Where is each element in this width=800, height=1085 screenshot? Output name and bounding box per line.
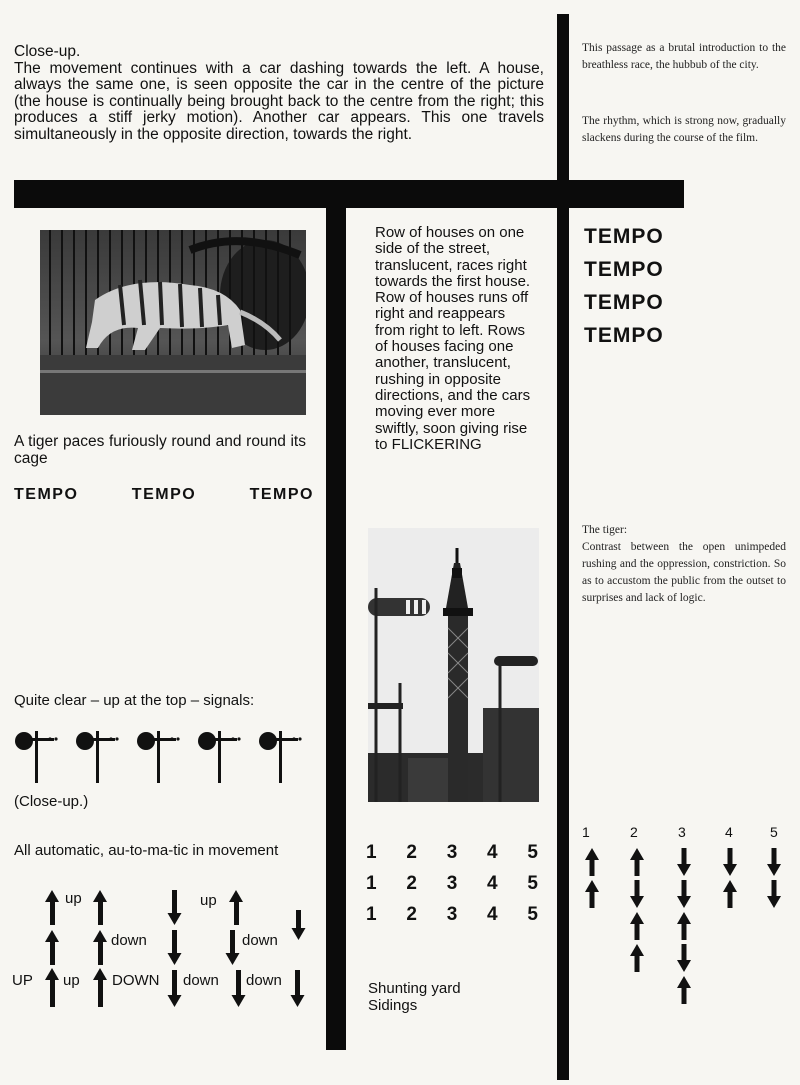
arrow-up-icon: [585, 848, 599, 876]
arrow-up-icon: [630, 944, 644, 972]
label-down: down: [111, 932, 147, 949]
number: 1: [366, 842, 377, 863]
column-number: 1: [582, 824, 590, 840]
tempo-word: TEMPO: [14, 486, 79, 503]
number: 5: [527, 873, 538, 894]
label-up: up: [63, 972, 80, 989]
signal-icon: [15, 731, 58, 783]
note-introduction: This passage as a brutal introduction to the breathless race, the hubbub of the city.: [582, 42, 786, 71]
arrow-up-icon: [45, 890, 59, 925]
label-up: up: [65, 890, 82, 907]
arrow-up-icon: [93, 968, 107, 1007]
tempo-word: TEMPO: [584, 258, 664, 281]
intro-heading: Close-up.: [14, 43, 81, 60]
arrow-down-icon: [723, 848, 737, 876]
tiger-in-cage-image: [40, 230, 306, 415]
arrow-column-glyphs: [578, 824, 788, 1044]
arrow-down-icon: [168, 930, 182, 965]
shunting-yard-photo: [368, 528, 539, 802]
number-grid: [366, 842, 538, 926]
arrow-down-icon: [630, 880, 644, 908]
automatic-caption: All automatic, au-to-ma-tic in movement: [14, 842, 279, 859]
number: 1: [366, 904, 377, 925]
arrow-down-icon: [677, 944, 691, 972]
tempo-word: TEMPO: [584, 291, 664, 314]
tiger-note: [582, 522, 786, 607]
tiger-photo: [40, 230, 306, 415]
arrow-down-icon: [677, 848, 691, 876]
arrow-up-icon: [677, 912, 691, 940]
number-row: [366, 842, 538, 864]
number: 3: [446, 904, 458, 925]
arrow-up-icon: [229, 890, 243, 925]
right-vertical-rule: [557, 180, 569, 1080]
tempo-word: TEMPO: [584, 225, 664, 248]
label-up: up: [200, 892, 217, 909]
houses-description: Row of houses on one side of the street, translucent, races right towards the first house. Row of houses runs off right and reappears from right to left. Rows of houses facing one another, translucent, rushing in opposite directions, and the cars moving ever more swiftly, soon giving rise to FLICKERING: [375, 224, 531, 453]
number: 2: [406, 842, 417, 863]
number: 2: [406, 873, 417, 894]
arrow-up-icon: [93, 930, 107, 965]
automatic-arrows: [10, 890, 320, 1020]
note-rhythm: The rhythm, which is strong now, gradually slackens during the course of the film.: [582, 115, 786, 144]
arrow-up-icon: [630, 848, 644, 876]
number: 5: [527, 904, 538, 925]
tiger-caption: A tiger paces furiously round and round its cage: [14, 433, 306, 467]
tiger-note-heading: The tiger:: [582, 524, 628, 536]
number-row: [366, 873, 538, 895]
arrow-down-icon: [767, 880, 781, 908]
tempo-row: [14, 486, 314, 504]
signal-tower-image: [368, 528, 539, 802]
tempo-word: TEMPO: [249, 486, 314, 503]
arrow-down-icon: [292, 910, 306, 940]
label-down: down: [246, 972, 282, 989]
column-number: 2: [630, 824, 638, 840]
column-number: 3: [678, 824, 686, 840]
tempo-word: TEMPO: [131, 486, 197, 503]
label-down: down: [242, 932, 278, 949]
label-down: down: [183, 972, 219, 989]
column-number: 5: [770, 824, 778, 840]
arrow-down-icon: [232, 970, 246, 1007]
number: 4: [487, 842, 498, 863]
horizontal-rule: [14, 180, 684, 208]
shunting-line: Shunting yard: [368, 980, 461, 997]
arrow-up-icon: [585, 880, 599, 908]
center-vertical-rule: [326, 180, 346, 1050]
sidings-line: Sidings: [368, 997, 418, 1014]
tiger-note-body: Contrast between the open unimpeded rushing and the oppression, constriction. So as to accustom the public from the outset to surprises and lack of logic.: [582, 541, 786, 604]
signal-icon: [259, 731, 302, 783]
signal-icon: [137, 731, 180, 783]
top-vertical-rule: [557, 14, 569, 186]
arrow-up-icon: [45, 968, 59, 1007]
shunting-caption: [368, 980, 461, 1014]
signal-glyphs: [12, 727, 312, 787]
number: 4: [487, 873, 498, 894]
number: 3: [446, 873, 458, 894]
arrow-down-icon: [168, 970, 182, 1007]
arrow-down-icon: [767, 848, 781, 876]
number-row: [366, 904, 538, 926]
arrow-up-icon: [45, 930, 59, 965]
intro-body: The movement continues with a car dashing towards the left. A house, always the same one, is seen opposite the car in the centre of the picture (the house is continually being brought back to the centre from the right; this produces a stiff jerky motion). Another car appears. This one travels simultaneously in the opposite direction, towards the right.: [14, 59, 544, 143]
number: 3: [446, 842, 458, 863]
signals-caption: Quite clear – up at the top – signals:: [14, 692, 255, 709]
tempo-stack: [584, 220, 664, 352]
number: 5: [527, 842, 538, 863]
arrow-down-icon: [291, 970, 305, 1007]
label-UP: UP: [12, 972, 33, 989]
arrow-up-icon: [723, 880, 737, 908]
tempo-word: TEMPO: [584, 324, 664, 347]
arrow-down-icon: [168, 890, 182, 925]
arrow-down-icon: [226, 930, 240, 965]
number: 4: [487, 904, 498, 925]
number: 1: [366, 873, 377, 894]
automatic-diagram: [10, 890, 320, 1020]
intro-paragraph: [14, 44, 544, 143]
arrow-up-icon: [630, 912, 644, 940]
signal-icon: [76, 731, 119, 783]
signal-icon: [198, 731, 241, 783]
closeup-label: (Close-up.): [14, 793, 89, 810]
signal-icons: [12, 727, 312, 792]
column-number: 4: [725, 824, 733, 840]
number: 2: [406, 904, 417, 925]
arrow-up-icon: [677, 976, 691, 1004]
label-DOWN: DOWN: [112, 972, 160, 989]
arrow-up-icon: [93, 890, 107, 925]
arrow-down-icon: [677, 880, 691, 908]
arrow-columns: [578, 824, 788, 1044]
